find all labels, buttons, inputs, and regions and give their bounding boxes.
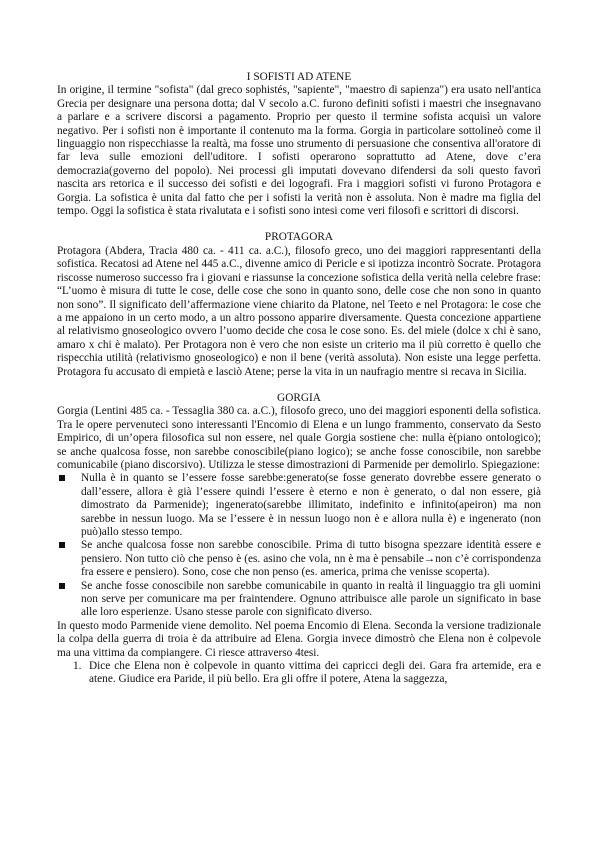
paragraph-gorgia-outro: In questo modo Parmenide viene demolito. Nel poema Encomio di Elena. Seconda la versione tradizionale la colpa della guerra di troia è da attribuire ad Elena. Gorgia invece dimostrò che Elena non è colpevole ma una vittima da compiangere. Ci riesce attraverso 4tesi. (57, 619, 541, 659)
square-bullet-icon (59, 475, 65, 481)
section-title-sofisti: I SOFISTI AD ATENE (246, 71, 352, 83)
gorgia-argument-list (57, 472, 541, 619)
list-item-text: Se anche fosse conoscibile non sarebbe comunicabile in quanto in realtà il linguaggio tra gli uomini non serve per comunicare ma per fraintendere. Ognuno attribuisce alle parole un significato in base alle loro esperienze. Usano stesse parole con significato diverso. (81, 579, 541, 619)
square-bullet-icon (59, 583, 65, 589)
square-bullet-icon (59, 542, 65, 548)
list-item-text: Dice che Elena non è colpevole in quanto vittima dei capricci degli dei. Gara fra artemide, era e atene. Giudice era Paride, il più bello. Era gli offre il potere, Atena la saggezza, (89, 660, 541, 686)
section-title-protagora: PROTAGORA (264, 231, 334, 244)
section-gap (57, 379, 541, 392)
list-item (57, 580, 541, 620)
list-item-text: Nulla è in quanto se l’essere fosse sarebbe:generato(se fosse generato dovrebbe essere generato o dall’essere, allora è già l’essere quindi l’essere è eterno e non è generato, o dal non essere, già dimostrato da Parmenide); ingenerato(sarebbe illimitato, indefinito e infinito(apeiron) ma non sarebbe in nessun luogo. Ma se l’essere è in nessun luogo non è e allora nulla è) e ingenerato (non può)allo stesso tempo. (81, 472, 541, 538)
document-page (57, 71, 541, 687)
elena-theses-list (57, 660, 541, 687)
list-item-number: 1. (73, 660, 82, 673)
list-item (57, 539, 541, 579)
list-item (57, 660, 541, 687)
section-title-gorgia: GORGIA (277, 391, 321, 404)
paragraph-gorgia-intro: Gorgia (Lentini 485 ca. - Tessaglia 380 ca. a.C.), filosofo greco, uno dei maggiori esponenti della sofistica. Tra le opere pervenuteci sono interessanti l'Encomio di Elena e un lungo frammento, conservato da Sesto Empirico, di un’opera filosofica sul non essere, nel quale Gorgia sostiene che: nulla è(piano ontologico); se anche qualcosa fosse, non sarebbe conoscibile(piano logico); se anche fosse conoscibile, non sarebbe comunicabile (piano discorsivo). Utilizza le stesse dimostrazioni di Parmenide per demolirlo. Spiegazione: (57, 405, 541, 471)
list-item (57, 472, 541, 539)
paragraph-protagora: Protagora (Abdera, Tracia 480 ca. - 411 ca. a.C.), filosofo greco, uno dei maggiori rappresentanti della sofistica. Recatosi ad Atene nel 445 a.C., divenne amico di Pericle e si ipotizza incontrò Socrate. Protagora riscosse numeroso successo fra i giovani e riassunse la concezione sofistica della verità nella celebre frase: “L’uomo è misura di tutte le cose, delle cose che sono in quanto sono, delle cose che non sono in quanto non sono”. Il significato dell’affermazione viene chiarito da Platone, nel Teeto e nel Protagora: le cose che a me appaiono in un certo modo, a un altro possono apparire diversamente. Questa concezione appartiene al relativismo gnoseologico ovvero l’uomo decide che cosa le cose sono. Es. del miele (dolce x chi è sano, amaro x chi è malato). Per Protagora non è vero che non esiste un criterio ma il più corretto è quello che rispecchia utilità (relativismo gnoseologico) e non il bene (verità assoluta). Non esiste una legge perfetta. Protagora fu accusato di empietà e lasciò Atene; perse la vita in un naufragio mentre si recava in Sicilia. (57, 244, 541, 378)
paragraph-sofisti: In origine, il termine "sofista" (dal greco sophistés, "sapiente", "maestro di sapienza") era usato nell'antica Grecia per designare una persona dotta; dal V secolo a.C. furono definiti sofisti i maestri che insegnavano a parlare e a scrivere discorsi a pagamento. Proprio per questo il termine sofista acquisì un valore negativo. Per i sofisti non è importante il contenuto ma la forma. Gorgia in particolare sottolineò come il linguaggio non rispecchiasse la realtà, ma fosse uno strumento di persuasione che consentiva all'oratore di far leva sulle emozioni dell'uditore. I sofisti operarono soprattutto ad Atene, dove c’era democrazia(governo del popolo). Nei processi gli imputati dovevano difendersi da soli questo favorì nascita ars retorica e il successo dei sofisti e dei logografi. Fra i maggiori sofisti vi furono Protagora e Gorgia. La sofistica è unita dal fatto che per i sofisti la verità non è assoluta. Non è madre ma figlia del tempo. Oggi la sofistica è stata rivalutata e i sofisti sono intesi come veri filosofi e scrittori di discorsi. (57, 84, 541, 218)
list-item-text: Se anche qualcosa fosse non sarebbe conoscibile. Prima di tutto bisogna spezzare identità essere e pensiero. Non tutto ciò che penso è (es. asino che vola, nn è ma è pensabile→non c’è corrispondenza fra essere e pensiero). Sono, cose che non penso (es. america, prima che venisse scoperta). (81, 539, 541, 579)
section-gap (57, 218, 541, 231)
